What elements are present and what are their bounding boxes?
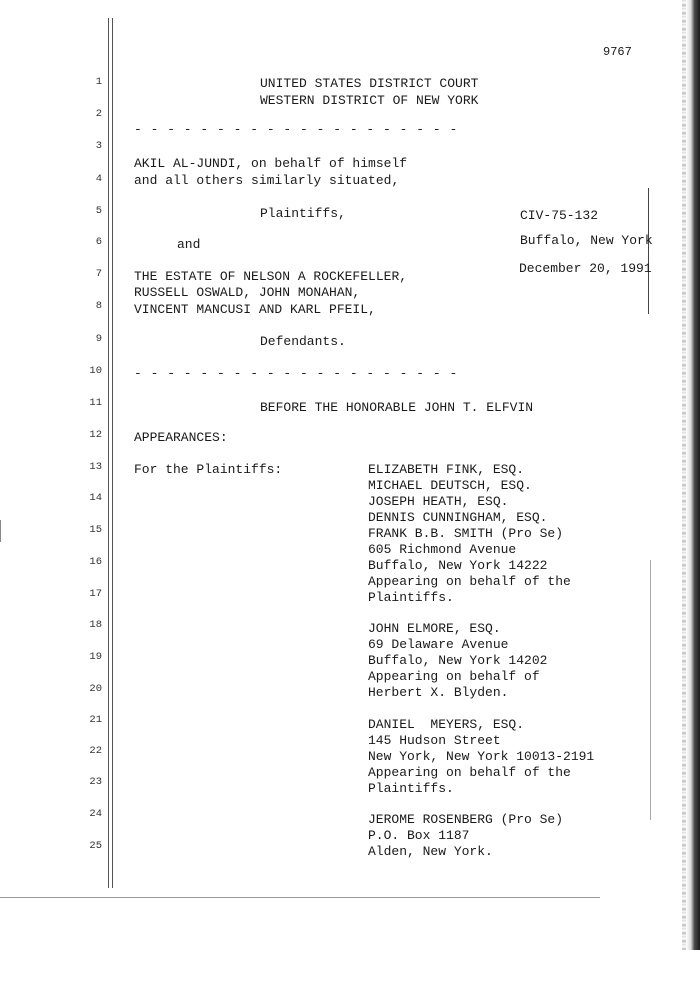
for-plaintiffs-label: For the Plaintiffs: (134, 462, 283, 477)
line-number: 24 (89, 808, 102, 820)
line-number: 9 (95, 333, 102, 345)
counsel-line: Herbert X. Blyden. (368, 685, 509, 700)
line-number: 25 (89, 840, 102, 852)
line-number: 13 (89, 461, 102, 473)
line-number: 7 (95, 268, 102, 280)
defendant-line-3: VINCENT MANCUSI AND KARL PFEIL, (134, 302, 376, 317)
counsel-line: Buffalo, New York 14202 (368, 653, 548, 668)
counsel-line: DANIEL MEYERS, ESQ. (368, 717, 525, 732)
defendants-role: Defendants. (260, 334, 346, 349)
bottom-rule (0, 897, 600, 898)
counsel-line: 69 Delaware Avenue (368, 637, 509, 652)
line-number: 16 (89, 556, 102, 568)
counsel-line: MICHAEL DEUTSCH, ESQ. (368, 478, 532, 493)
line-number: 21 (89, 714, 102, 726)
case-location: Buffalo, New York (520, 233, 653, 248)
plaintiff-line-1: AKIL AL-JUNDI, on behalf of himself (134, 156, 408, 171)
line-number: 22 (89, 745, 102, 757)
plaintiff-line-2: and all others similarly situated, (134, 173, 400, 188)
appearances-heading: APPEARANCES: (134, 430, 228, 445)
case-date: December 20, 1991 (519, 261, 652, 276)
margin-rule-left (108, 18, 109, 888)
line-number: 12 (89, 429, 102, 441)
court-district: WESTERN DISTRICT OF NEW YORK (260, 93, 479, 108)
counsel-line: Appearing on behalf of (368, 669, 540, 684)
counsel-line: Alden, New York. (368, 844, 493, 859)
separator-top: - - - - - - - - - - - - - - - - - - - - (134, 122, 458, 137)
line-number: 11 (89, 397, 102, 409)
line-number: 8 (95, 300, 102, 312)
scan-edge-texture (682, 0, 686, 950)
scan-edge-shadow (686, 0, 700, 950)
line-number: 4 (95, 173, 102, 185)
defendant-line-2: RUSSELL OSWALD, JOHN MONAHAN, (134, 285, 361, 300)
line-number: 20 (89, 683, 102, 695)
line-number: 3 (95, 140, 102, 152)
counsel-line: Appearing on behalf of the (368, 574, 571, 589)
counsel-line: JEROME ROSENBERG (Pro Se) (368, 812, 564, 827)
line-number: 6 (95, 236, 102, 248)
before-judge: BEFORE THE HONORABLE JOHN T. ELFVIN (260, 400, 534, 415)
line-number: 5 (95, 205, 102, 217)
line-number: 18 (89, 619, 102, 631)
line-number: 19 (89, 651, 102, 663)
line-number: 1 (95, 76, 102, 88)
counsel-line: JOHN ELMORE, ESQ. (368, 621, 501, 636)
counsel-line: P.O. Box 1187 (368, 828, 470, 843)
line-number: 23 (89, 776, 102, 788)
counsel-line: Appearing on behalf of the (368, 765, 571, 780)
counsel-line: JOSEPH HEATH, ESQ. (368, 494, 509, 509)
counsel-line: ELIZABETH FINK, ESQ. (368, 462, 525, 477)
counsel-line: Plaintiffs. (368, 781, 454, 796)
line-number: 14 (89, 492, 102, 504)
case-number: CIV-75-132 (520, 208, 599, 223)
plaintiffs-role: Plaintiffs, (260, 206, 346, 221)
counsel-line: DENNIS CUNNINGHAM, ESQ. (368, 510, 548, 525)
line-number: 10 (89, 365, 102, 377)
counsel-line: 605 Richmond Avenue (368, 542, 517, 557)
line-number: 15 (89, 524, 102, 536)
line-number: 17 (89, 588, 102, 600)
counsel-line: FRANK B.B. SMITH (Pro Se) (368, 526, 564, 541)
counsel-line: 145 Hudson Street (368, 733, 501, 748)
right-margin-line (650, 560, 651, 820)
counsel-line: Buffalo, New York 14222 (368, 558, 548, 573)
margin-rule-right (112, 18, 113, 888)
left-edge-mark (0, 520, 1, 542)
page-number: 9767 (603, 45, 632, 59)
case-info-bracket (648, 188, 649, 314)
defendant-line-1: THE ESTATE OF NELSON A ROCKEFELLER, (134, 269, 408, 284)
counsel-line: Plaintiffs. (368, 590, 454, 605)
line-number: 2 (95, 108, 102, 120)
separator-bottom: - - - - - - - - - - - - - - - - - - - - (134, 366, 458, 381)
counsel-line: New York, New York 10013-2191 (368, 749, 595, 764)
court-name: UNITED STATES DISTRICT COURT (260, 76, 479, 91)
and-label: and (177, 237, 201, 252)
